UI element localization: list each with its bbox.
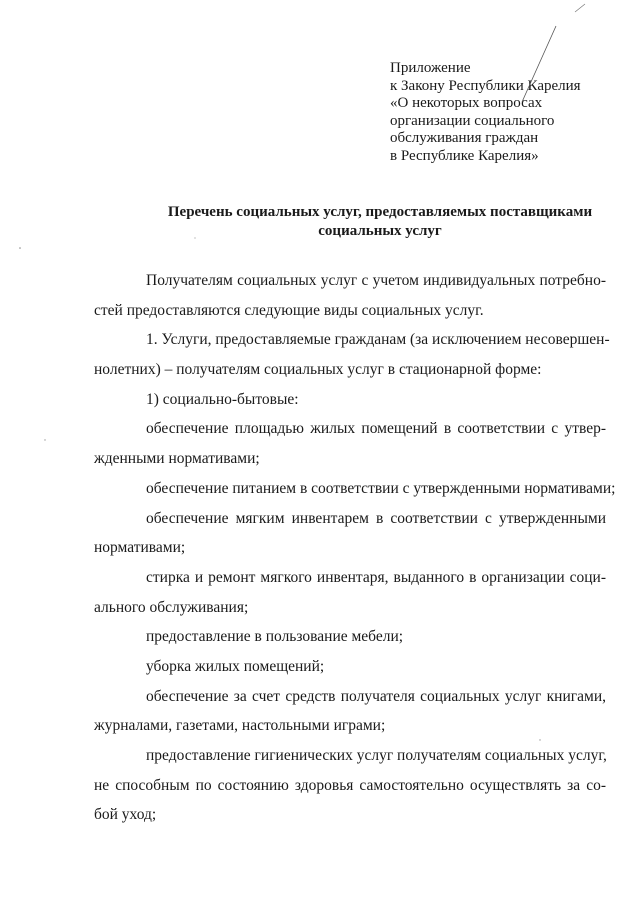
appendix-line: обслуживания граждан <box>390 130 539 146</box>
body-line: предоставление гигиенических услуг получателям социальных услуг, <box>146 747 607 764</box>
body-line: стей предоставляются следующие виды социальных услуг. <box>94 301 484 319</box>
scan-dot <box>44 439 45 440</box>
body-line: журналами, газетами, настольными играми; <box>94 717 386 735</box>
body-line: не способным по состоянию здоровья самостоятельно осуществлять за со- <box>94 776 606 794</box>
body-line: обеспечение за счет средств получателя социальных услуг книгами, <box>146 687 606 705</box>
body-line: Получателям социальных услуг с учетом индивидуальных потребно- <box>146 272 606 289</box>
scan-dot <box>539 739 540 740</box>
body-line: обеспечение площадью жилых помещений в соответствии с утвер- <box>146 420 606 438</box>
title-line: Перечень социальных услуг, предоставляемых поставщиками <box>167 204 593 220</box>
body-line: обеспечение питанием в соответствии с утвержденными нормативами; <box>146 479 616 497</box>
corner-mark <box>575 4 585 12</box>
appendix-line: в Республике Карелия» <box>390 147 539 164</box>
body-line: бой уход; <box>94 806 157 824</box>
appendix-line: «О некоторых вопросах <box>390 95 543 111</box>
body-line: предоставление в пользование мебели; <box>146 628 404 646</box>
appendix-line: к Закону Республики Карелия <box>390 77 581 94</box>
scan-dot <box>19 247 21 249</box>
body-line: уборка жилых помещений; <box>146 657 325 675</box>
body-line: обеспечение мягким инвентарем в соответствии с утвержденными <box>146 509 606 527</box>
body-line: 1) социально-бытовые: <box>146 390 299 408</box>
scan-dot <box>194 237 195 238</box>
title-line: социальных услуг <box>318 223 442 239</box>
pen-stroke <box>522 26 556 102</box>
body-line: нормативами; <box>94 539 186 557</box>
body-line: жденными нормативами; <box>94 450 260 468</box>
appendix-line: организации социального <box>390 112 555 129</box>
body-line: ального обслуживания; <box>94 598 249 616</box>
body-line: нолетних) – получателям социальных услуг в стационарной форме: <box>94 361 542 379</box>
body-line: 1. Услуги, предоставляемые гражданам (за исключением несовершен- <box>146 331 610 349</box>
body-line: стирка и ремонт мягкого инвентаря, выданного в организации соци- <box>146 568 606 586</box>
appendix-line: Приложение <box>390 60 471 76</box>
